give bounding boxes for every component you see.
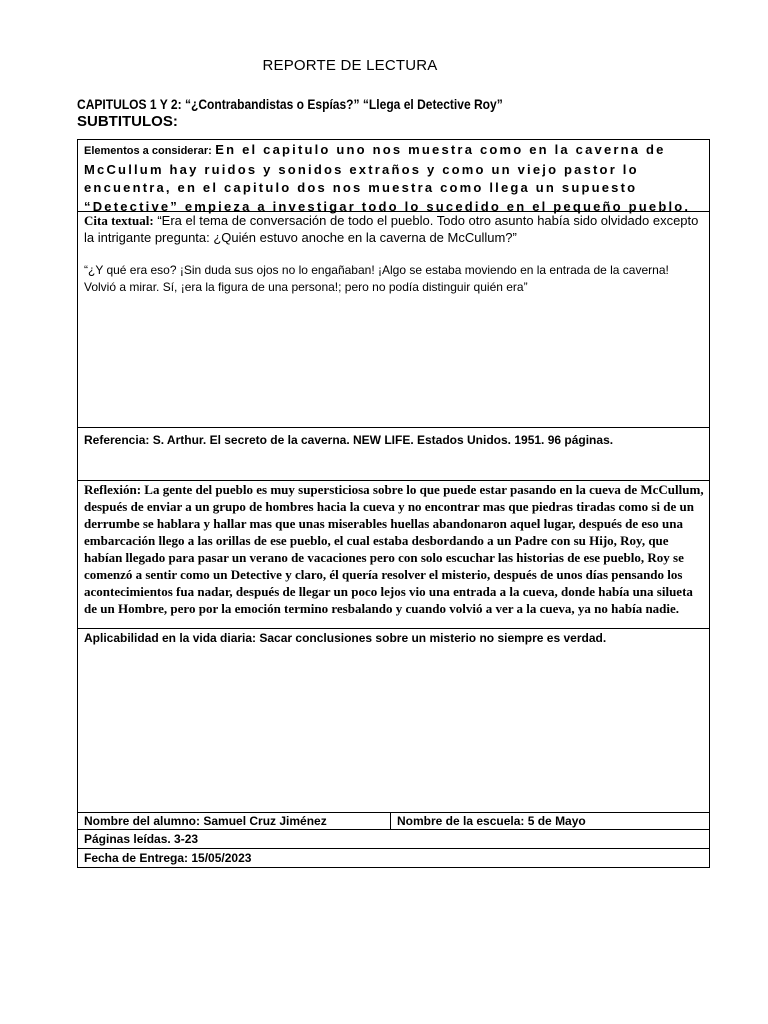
chapters-heading: CAPITULOS 1 Y 2: “¿Contrabandistas o Espías?” “Llega el Detective Roy”: [77, 96, 503, 112]
elements-to-consider-cell: [78, 140, 709, 214]
student-name: Nombre del alumno: Samuel Cruz Jiménez: [78, 813, 391, 829]
quote-label: Cita textual:: [84, 213, 154, 228]
subtitles-heading: SUBTITULOS:: [77, 113, 178, 130]
delivery-date: Fecha de Entrega: 15/05/2023: [78, 848, 709, 867]
reference-cell: Referencia: S. Arthur. El secreto de la caverna. NEW LIFE. Estados Unidos. 1951. 96 páginas.: [78, 427, 709, 480]
elements-label: Elementos a considerar:: [84, 145, 212, 157]
report-form: [77, 139, 710, 868]
applicability-cell: Aplicabilidad en la vida diaria: Sacar conclusiones sobre un misterio no siempre es verdad.: [78, 628, 709, 812]
quote-paragraph-1: [84, 212, 703, 246]
quote-text: “Era el tema de conversación de todo el pueblo. Todo otro asunto había sido olvidado excepto la intrigante pregunta: ¿Quién estuvo anoche en la caverna de McCullum?”: [84, 213, 699, 245]
page-title: REPORTE DE LECTURA: [262, 57, 438, 74]
reflection-cell: Reflexión: La gente del pueblo es muy supersticiosa sobre lo que puede estar pasando en la cueva de McCullum, después de enviar a un grupo de hombres hacia la cueva y no encontrar mas que piedras tiradas como si de un derrumbe se hablara y hallar mas que unas miserables huellas abandonaron aquel lugar, después de eso una embarcación llego a las orillas de ese pueblo, el cual estaba desbordando a un Padre con su Hijo, Roy, que habían llegado para pasar un verano de vacaciones pero con solo escuchar las historias de ese pueblo, Roy se comenzó a sentir como un Detective y claro, él quería resolver el misterio, después de unos días pensando los acontecimientos fua nadar, después de llegar un poco lejos vio una entrada a la cueva, donde había una silueta de un Hombre, pero por la emoción termino resbalando y cuando volvió a ver a la cueva, ya no había nadie.: [78, 480, 709, 628]
elements-text: En el capitulo uno nos muestra como en la caverna de McCullum hay ruidos y sonidos extraños y como un viejo pastor lo encuentra, en el capitulo dos nos muestra como llega un supuesto “Detective” empieza a investigar todo lo sucedido en el pequeño pueblo.: [84, 142, 691, 214]
quote-paragraph-2: “¿Y qué era eso? ¡Sin duda sus ojos no lo engañaban! ¡Algo se estaba moviendo en la entrada de la caverna! Volvió a mirar. Sí, ¡era la figura de una persona!; pero no podía distinguir quién era”: [84, 263, 669, 294]
student-school-row: [78, 812, 709, 829]
textual-quote-cell: [78, 211, 709, 427]
pages-read: Páginas leídas. 3-23: [78, 829, 709, 848]
school-name: Nombre de la escuela: 5 de Mayo: [397, 814, 586, 828]
